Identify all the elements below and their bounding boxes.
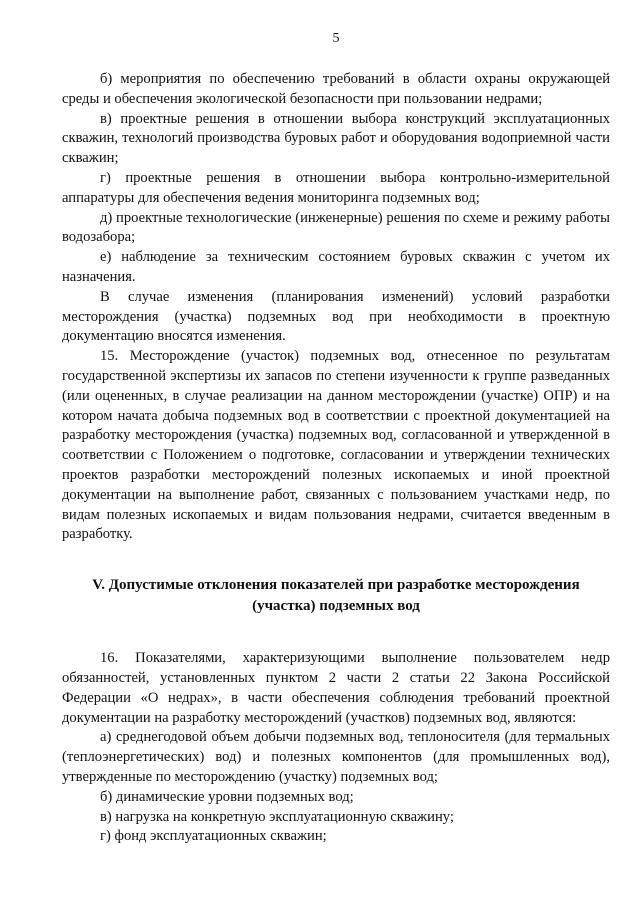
paragraph-16: 16. Показателями, характеризующими выполнение пользователем недр обязанностей, установленных пунктом 2 части 2 статьи 22 Закона Российской Федерации «О недрах», в части обеспечения соблюдения требований проектной документации на разработку месторождений (участков) подземных вод, являются:: [62, 650, 610, 726]
paragraph-changes: В случае изменения (планирования изменений) условий разработки месторождения (участка) подземных вод при необходимости в проектную документацию вносятся изменения.: [62, 288, 610, 345]
paragraph-16-b: б) динамические уровни подземных вод;: [100, 788, 354, 805]
paragraph-item-e: е) наблюдение за техническим состоянием буровых скважин с учетом их назначения.: [62, 249, 610, 285]
spacer: [62, 616, 610, 649]
section-title-line-2: (участка) подземных вод: [252, 597, 420, 614]
paragraph-15: 15. Месторождение (участок) подземных вод, отнесенное по результатам государственной экспертизы их запасов по степени изученности к группе разведанных (или оцененных, в случае реализации на данном месторождении (участке) ОПР) и на котором начата добыча подземных вод в соответствии с проектной документацией на разработку месторождения (участка) подземных вод, согласованной и утвержденной в соответствии с Положением о подготовке, согласовании и утверждении технических проектов разработки месторождений полезных ископаемых и иной проектной документации на выполнение работ, связанных с пользованием участками недр, по видам полезных ископаемых и видам пользования недрами, считается введенным в разработку.: [62, 348, 610, 543]
paragraph-16-v: в) нагрузка на конкретную эксплуатационную скважину;: [100, 808, 454, 825]
paragraph-item-d: д) проектные технологические (инженерные) решения по схеме и режиму работы водозабора;: [62, 209, 610, 246]
spacer: [62, 545, 610, 575]
paragraph-item-v: в) проектные решения в отношении выбора конструкций эксплуатационных скважин, технологий производства буровых работ и оборудования водоприемной части скважин;: [62, 110, 610, 167]
paragraph-16-a: а) среднегодовой объем добычи подземных вод, теплоносителя (для термальных (теплоэнергетических) вод) и полезных компонентов (для промышленных вод), утвержденные по месторождению (участку) подземных вод;: [62, 729, 610, 785]
paragraph-16-g: г) фонд эксплуатационных скважин;: [100, 828, 327, 845]
paragraph-item-b: б) мероприятия по обеспечению требований в области охраны окружающей среды и обеспечения экологической безопасности при пользовании недрами;: [62, 71, 610, 107]
section-title-line-1: V. Допустимые отклонения показателей при разработке месторождения: [92, 577, 580, 594]
page-number: 5: [332, 31, 340, 46]
paragraph-item-g: г) проектные решения в отношении выбора контрольно-измерительной аппаратуры для обеспечения ведения мониторинга подземных вод;: [62, 169, 610, 206]
